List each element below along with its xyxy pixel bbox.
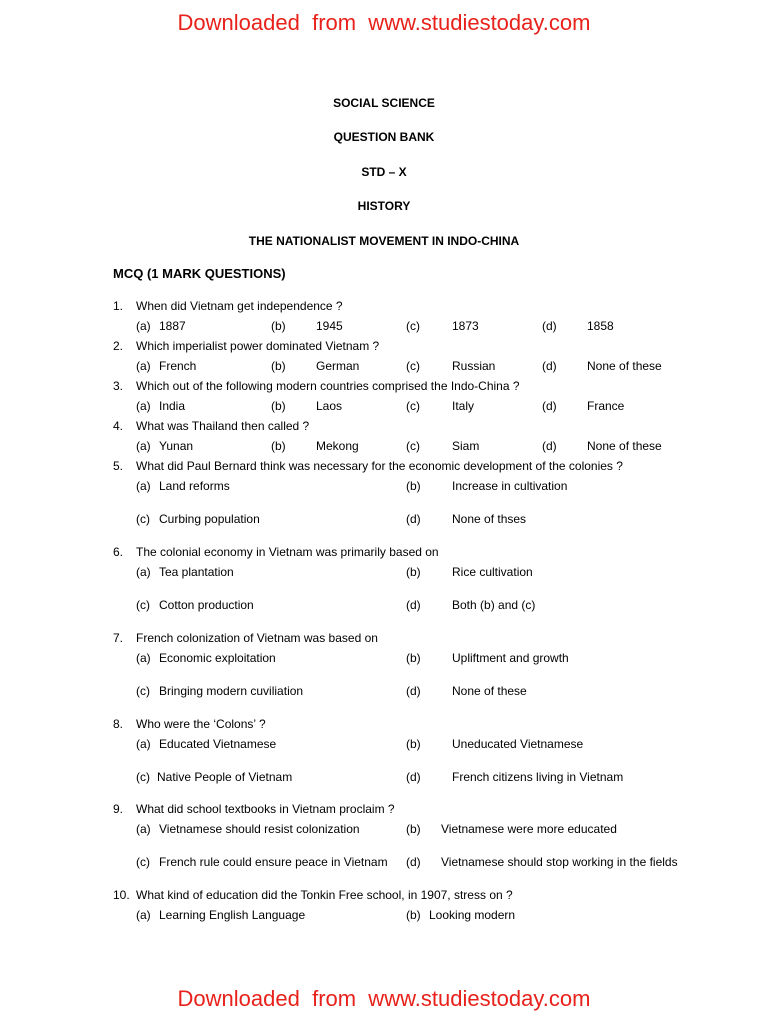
option-text: Vietnamese should stop working in the fields bbox=[441, 855, 678, 869]
option-text: Rice cultivation bbox=[452, 565, 533, 579]
download-banner-top: Downloaded from www.studiestoday.com bbox=[177, 10, 591, 35]
option-text: Siam bbox=[452, 439, 480, 453]
option-label: (c) bbox=[406, 319, 420, 333]
option-text: None of these bbox=[587, 439, 662, 453]
option-label: (d) bbox=[542, 439, 557, 453]
option-label: (b) bbox=[406, 565, 421, 579]
question-number: 6. bbox=[113, 545, 124, 559]
option-label: (c) bbox=[136, 598, 150, 612]
option-text: French rule could ensure peace in Vietnam bbox=[159, 855, 388, 869]
option-text: None of these bbox=[452, 684, 527, 698]
question-text: What was Thailand then called ? bbox=[136, 419, 310, 433]
option-label: (a) bbox=[136, 565, 151, 579]
option-text: Bringing modern cuviliation bbox=[159, 684, 304, 698]
option-text: Cotton production bbox=[159, 598, 254, 612]
option-label: (c) bbox=[406, 359, 420, 373]
option-label: (a) bbox=[136, 651, 151, 665]
option-label: (b) bbox=[406, 479, 421, 493]
section-title: MCQ (1 MARK QUESTIONS) bbox=[113, 266, 286, 281]
option-label: (a) bbox=[136, 359, 151, 373]
option-text: France bbox=[587, 399, 625, 413]
type-heading: QUESTION BANK bbox=[333, 130, 435, 144]
option-label: (b) bbox=[271, 319, 286, 333]
option-text: 1887 bbox=[159, 319, 186, 333]
question-number: 10. bbox=[113, 888, 130, 902]
option-label: (a) bbox=[136, 399, 151, 413]
option-label: (d) bbox=[406, 855, 421, 869]
option-text: German bbox=[316, 359, 360, 373]
branch-heading: HISTORY bbox=[357, 199, 411, 213]
option-label: (b) bbox=[271, 399, 286, 413]
option-label: (b) bbox=[406, 651, 421, 665]
option-text: Vietnamese were more educated bbox=[441, 822, 617, 836]
option-label: (c) bbox=[136, 684, 150, 698]
option-label: (d) bbox=[406, 770, 421, 784]
option-label: (b) bbox=[271, 359, 286, 373]
option-text: 1945 bbox=[316, 319, 343, 333]
download-banner-bottom: Downloaded from www.studiestoday.com bbox=[177, 986, 591, 1011]
option-label: (d) bbox=[542, 319, 557, 333]
option-text: None of thses bbox=[452, 512, 527, 526]
option-text: Native People of Vietnam bbox=[157, 770, 293, 784]
option-text: Increase in cultivation bbox=[452, 479, 568, 493]
option-text: Vietnamese should resist colonization bbox=[159, 822, 360, 836]
question-text: The colonial economy in Vietnam was primarily based on bbox=[136, 545, 439, 559]
option-text: Learning English Language bbox=[159, 908, 306, 922]
option-label: (d) bbox=[406, 598, 421, 612]
question-number: 5. bbox=[113, 459, 124, 473]
option-text: Curbing population bbox=[159, 512, 260, 526]
question-text: What did school textbooks in Vietnam proclaim ? bbox=[136, 802, 395, 816]
question-text: Which out of the following modern countries comprised the Indo-China ? bbox=[136, 379, 520, 393]
question-text: What kind of education did the Tonkin Free school, in 1907, stress on ? bbox=[136, 888, 513, 902]
option-text: 1858 bbox=[587, 319, 614, 333]
question-number: 4. bbox=[113, 419, 124, 433]
option-text: Both (b) and (c) bbox=[452, 598, 536, 612]
question-text: What did Paul Bernard think was necessary for the economic development of the colonies ? bbox=[136, 459, 623, 473]
option-text: Economic exploitation bbox=[159, 651, 276, 665]
option-label: (c) bbox=[406, 399, 420, 413]
option-text: Tea plantation bbox=[159, 565, 234, 579]
option-label: (b) bbox=[406, 737, 421, 751]
question-number: 2. bbox=[113, 339, 124, 353]
option-label: (a) bbox=[136, 737, 151, 751]
option-label: (b) bbox=[271, 439, 286, 453]
option-text: None of these bbox=[587, 359, 662, 373]
question-text: French colonization of Vietnam was based on bbox=[136, 631, 378, 645]
option-label: (a) bbox=[136, 822, 151, 836]
question-number: 1. bbox=[113, 299, 124, 313]
option-label: (d) bbox=[406, 512, 421, 526]
question-number: 9. bbox=[113, 802, 124, 816]
option-label: (d) bbox=[406, 684, 421, 698]
option-label: (a) bbox=[136, 908, 151, 922]
chapter-heading: THE NATIONALIST MOVEMENT IN INDO-CHINA bbox=[248, 234, 520, 248]
option-label: (b) bbox=[406, 908, 421, 922]
option-label: (a) bbox=[136, 439, 151, 453]
option-text: Land reforms bbox=[159, 479, 230, 493]
option-text: French bbox=[159, 359, 197, 373]
option-text: Educated Vietnamese bbox=[159, 737, 277, 751]
subject-heading: SOCIAL SCIENCE bbox=[333, 96, 435, 110]
option-text: Russian bbox=[452, 359, 496, 373]
option-text: Italy bbox=[452, 399, 475, 413]
option-label: (c) bbox=[136, 855, 150, 869]
option-label: (d) bbox=[542, 399, 557, 413]
option-text: French citizens living in Vietnam bbox=[452, 770, 624, 784]
option-text: Mekong bbox=[316, 439, 359, 453]
option-text: Yunan bbox=[159, 439, 194, 453]
question-number: 8. bbox=[113, 717, 124, 731]
option-label: (c) bbox=[136, 512, 150, 526]
option-text: Upliftment and growth bbox=[452, 651, 569, 665]
option-text: 1873 bbox=[452, 319, 479, 333]
option-text: India bbox=[159, 399, 186, 413]
question-number: 3. bbox=[113, 379, 124, 393]
standard-heading: STD – X bbox=[361, 165, 407, 179]
option-label: (c) bbox=[406, 439, 420, 453]
option-label: (a) bbox=[136, 319, 151, 333]
question-number: 7. bbox=[113, 631, 124, 645]
option-label: (d) bbox=[542, 359, 557, 373]
option-text: Uneducated Vietnamese bbox=[452, 737, 584, 751]
option-label: (a) bbox=[136, 479, 151, 493]
question-text: When did Vietnam get independence ? bbox=[136, 299, 343, 313]
option-text: Laos bbox=[316, 399, 343, 413]
question-text: Which imperialist power dominated Vietnam ? bbox=[136, 339, 380, 353]
option-label: (b) bbox=[406, 822, 421, 836]
option-text: Looking modern bbox=[429, 908, 516, 922]
option-label: (c) bbox=[136, 770, 150, 784]
question-text: Who were the ‘Colons’ ? bbox=[136, 717, 266, 731]
